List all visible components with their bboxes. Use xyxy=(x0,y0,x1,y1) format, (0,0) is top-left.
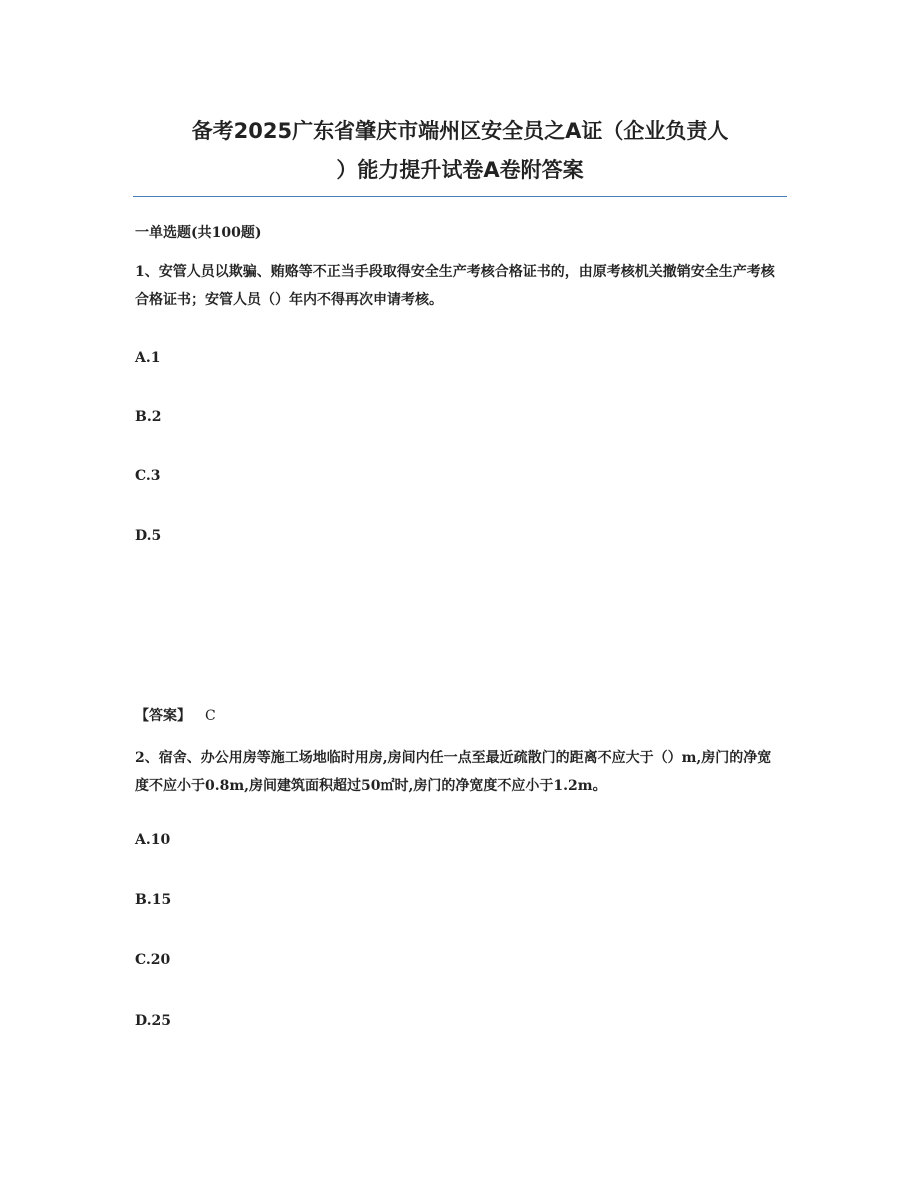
title-divider xyxy=(133,196,787,197)
title-line-2: ）能力提升试卷A卷附答案 xyxy=(336,158,584,182)
question-2-text: 2、宿舍、办公用房等施工场地临时用房,房间内任一点至最近疏散门的距离不应大于（）m,房门的净宽度不应小于0.8m,房间建筑面积超过50㎡时,房门的净宽度不应小于1.2m。 xyxy=(135,750,772,794)
title-line-1: 备考2025广东省肇庆市端州区安全员之A证（企业负责人 xyxy=(191,119,729,143)
question-2-option-b: B.15 xyxy=(135,892,172,908)
question-1-option-a: A.1 xyxy=(135,350,161,366)
question-1-option-c: C.3 xyxy=(135,468,161,484)
question-2-option-d: D.25 xyxy=(135,1013,171,1029)
document-title xyxy=(133,112,787,190)
question-2-option-c: C.20 xyxy=(135,952,171,968)
question-1-option-d: D.5 xyxy=(135,528,162,544)
question-1-answer xyxy=(135,706,216,726)
answer-label: 【答案】 xyxy=(135,708,191,724)
question-1-option-b: B.2 xyxy=(135,409,162,425)
question-1-text: 1、安管人员以欺骗、贿赂等不正当手段取得安全生产考核合格证书的，由原考核机关撤销安全生产考核合格证书；安管人员（）年内不得再次申请考核。 xyxy=(135,264,775,308)
section-heading: 一单选题(共100题) xyxy=(135,225,262,241)
answer-value: C xyxy=(205,708,216,724)
question-2-option-a: A.10 xyxy=(135,832,171,848)
